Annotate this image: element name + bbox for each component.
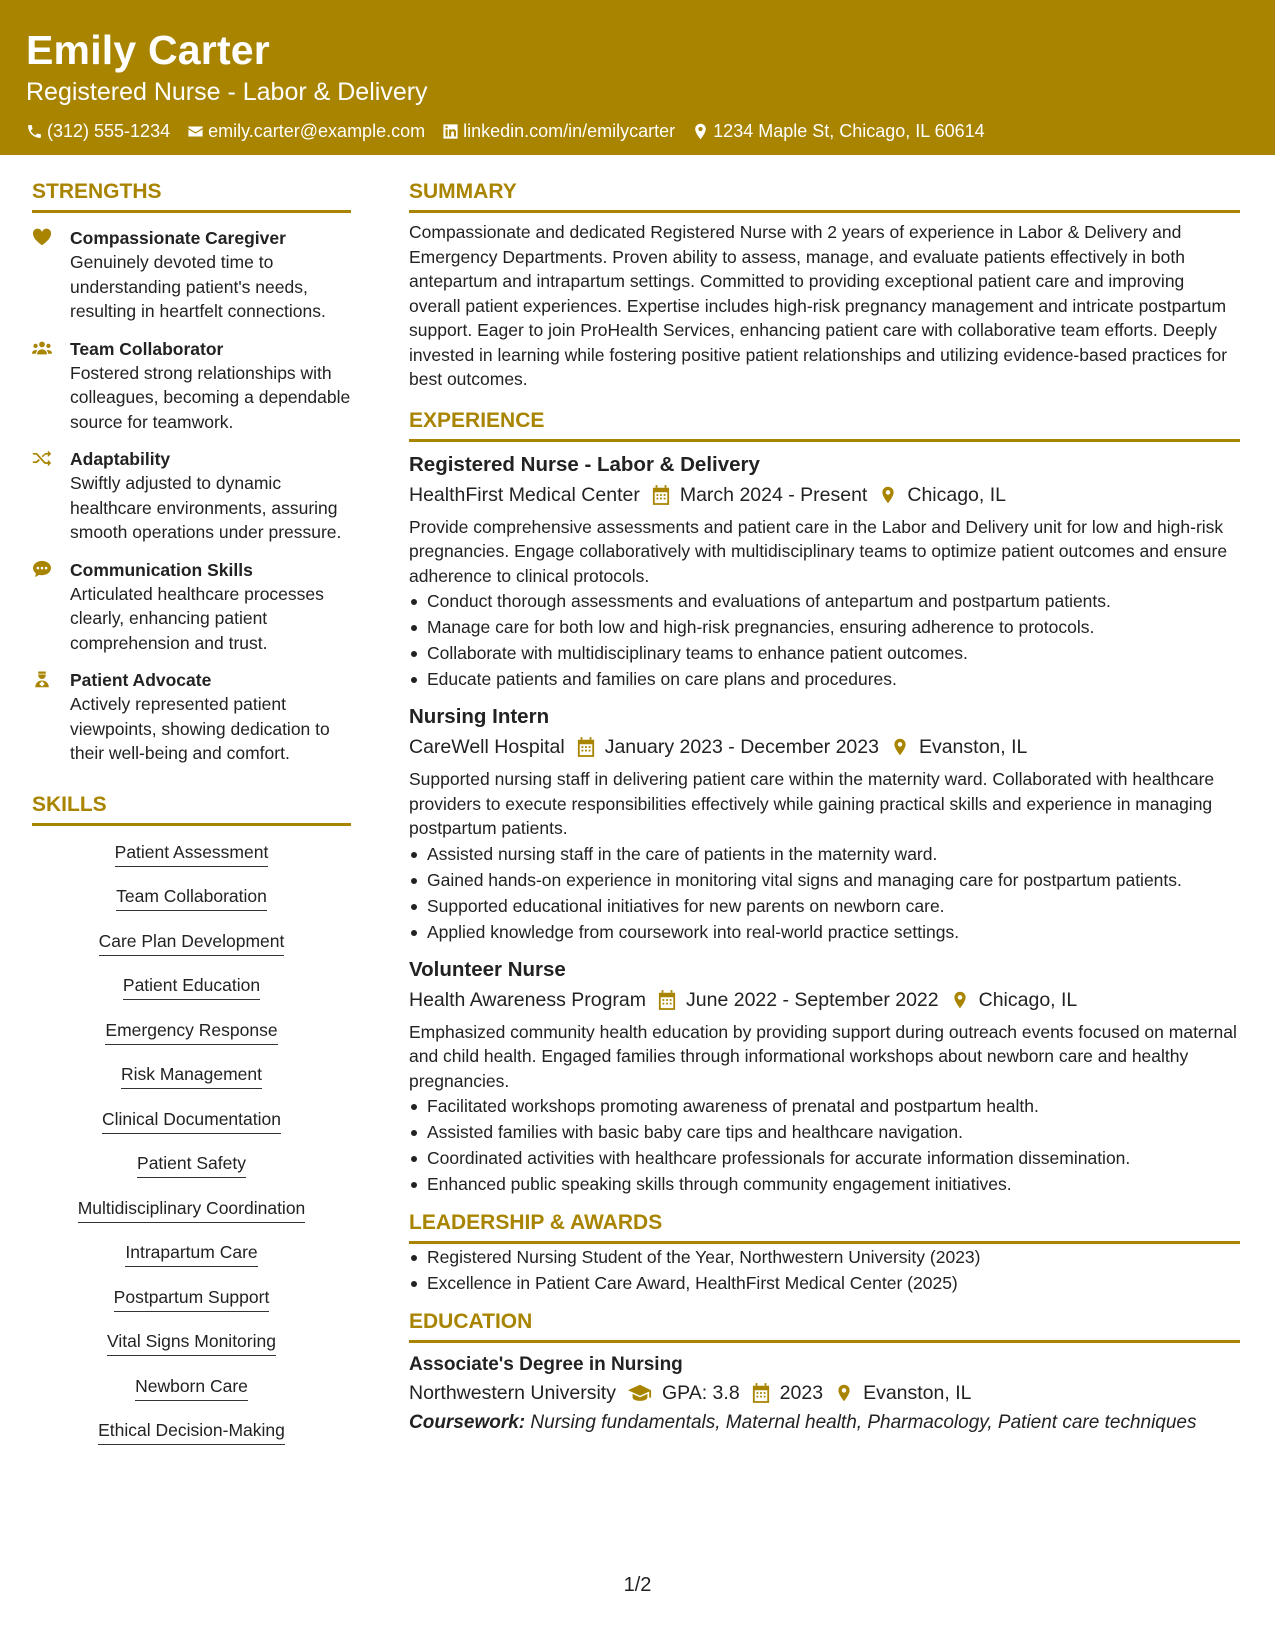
right-column — [409, 179, 1240, 1463]
map-pin-icon — [879, 485, 897, 505]
linkedin-text: linkedin.com/in/emilycarter — [463, 121, 676, 141]
job-meta — [409, 987, 1240, 1013]
strength-desc: Actively represented patient viewpoints, showing dedication to their well-being and comfort. — [70, 694, 330, 763]
education-location — [835, 1380, 971, 1406]
map-pin-icon — [891, 737, 909, 757]
job-bullet: Collaborate with multidisciplinary teams to enhance patient outcomes. — [409, 641, 1240, 665]
job-location-text: Evanston, IL — [918, 736, 1028, 758]
contact-phone[interactable] — [26, 120, 170, 142]
job-dates-text: January 2023 - December 2023 — [604, 736, 879, 758]
job-location — [891, 734, 1027, 760]
skills-list — [32, 840, 351, 1463]
education-meta — [409, 1380, 1240, 1406]
phone-text: (312) 555-1234 — [47, 121, 171, 141]
resume-body — [0, 155, 1275, 1463]
resume-header — [0, 0, 1275, 155]
skill-item: Patient Safety — [137, 1151, 246, 1178]
education-year — [752, 1380, 823, 1406]
strengths-title: STRENGTHS — [32, 179, 351, 213]
strength-title: Patient Advocate — [70, 670, 212, 690]
job-entry — [409, 703, 1240, 944]
job-location-text: Chicago, IL — [978, 988, 1078, 1011]
candidate-role: Registered Nurse - Labor & Delivery — [26, 78, 428, 106]
users-icon — [32, 339, 52, 357]
page-number: 1/2 — [623, 1574, 652, 1596]
phone-icon — [26, 123, 43, 140]
job-dates-text: March 2024 - Present — [679, 483, 868, 506]
map-pin-icon — [692, 123, 709, 140]
strength-item — [32, 338, 351, 435]
job-bullets — [409, 842, 1240, 944]
calendar-icon — [752, 1383, 770, 1403]
strength-item — [32, 448, 351, 545]
job-dates — [658, 987, 939, 1013]
job-bullet: Assisted nursing staff in the care of patients in the maternity ward. — [409, 842, 1240, 866]
award-item: Registered Nursing Student of the Year, Northwestern University (2023) — [409, 1245, 1240, 1269]
leadership-title: LEADERSHIP & AWARDS — [409, 1210, 1240, 1244]
skill-item: Newborn Care — [135, 1374, 248, 1401]
strength-title: Team Collaborator — [70, 338, 224, 359]
job-dates — [577, 734, 879, 760]
left-column — [32, 179, 351, 1463]
calendar-icon — [577, 737, 595, 757]
education-degree: Associate's Degree in Nursing — [409, 1354, 683, 1375]
skill-item: Care Plan Development — [99, 929, 285, 956]
strength-title: Compassionate Caregiver — [70, 228, 286, 248]
job-description: Emphasized community health education by providing support during outreach events focused on maternal and child health. Engaged families through informational workshops about newborn care and healthy pregnancies. — [409, 1021, 1237, 1091]
job-bullet: Enhanced public speaking skills through community engagement initiatives. — [409, 1172, 1240, 1196]
job-bullet: Coordinated activities with healthcare professionals for accurate information dissemination. — [409, 1146, 1240, 1170]
job-description: Supported nursing staff in delivering patient care within the maternity ward. Collaborated with healthcare providers to execute responsibilities effectively while gaining practical skills and experience in managing postpartum patients. — [409, 769, 1215, 838]
strength-desc: Articulated healthcare processes clearly, enhancing patient comprehension and trust. — [70, 583, 324, 653]
skill-item: Vital Signs Monitoring — [107, 1329, 276, 1356]
award-item: Excellence in Patient Care Award, HealthFirst Medical Center (2025) — [409, 1271, 1240, 1295]
job-bullet: Assisted families with basic baby care tips and healthcare navigation. — [409, 1120, 1240, 1144]
address-text: 1234 Maple St, Chicago, IL 60614 — [713, 121, 985, 141]
coursework-text: Nursing fundamentals, Maternal health, Pharmacology, Patient care techniques — [525, 1412, 1197, 1433]
summary-title: SUMMARY — [409, 179, 1240, 213]
job-location-text: Chicago, IL — [907, 483, 1007, 506]
job-bullet: Gained hands-on experience in monitoring vital signs and managing care for postpartum patients. — [409, 868, 1240, 892]
leadership-list — [409, 1245, 1240, 1295]
job-location — [879, 482, 1006, 508]
job-bullets — [409, 1094, 1240, 1196]
job-dates-text: June 2022 - September 2022 — [686, 988, 939, 1011]
skill-item: Ethical Decision-Making — [98, 1418, 285, 1445]
job-bullet: Applied knowledge from coursework into real-world practice settings. — [409, 920, 1240, 944]
strength-item — [32, 227, 351, 324]
skill-item: Risk Management — [121, 1062, 262, 1089]
contact-bar — [26, 120, 1249, 142]
strength-item — [32, 559, 351, 656]
map-pin-icon — [835, 1383, 853, 1403]
job-meta — [409, 734, 1240, 760]
education-school: Northwestern University — [409, 1382, 616, 1404]
job-bullets — [409, 589, 1240, 691]
job-dates — [652, 482, 868, 508]
job-title: Nursing Intern — [409, 705, 550, 728]
skills-title: SKILLS — [32, 792, 351, 826]
job-bullet: Conduct thorough assessments and evaluations of antepartum and postpartum patients. — [409, 589, 1240, 613]
job-entry — [409, 956, 1240, 1197]
education-location-text: Evanston, IL — [863, 1382, 972, 1404]
coursework-label: Coursework: — [409, 1412, 526, 1433]
linkedin-icon — [442, 123, 459, 140]
job-company: Health Awareness Program — [409, 988, 647, 1011]
education-gpa — [628, 1380, 740, 1406]
skill-item: Intrapartum Care — [125, 1240, 257, 1267]
skill-item: Multidisciplinary Coordination — [78, 1196, 306, 1223]
candidate-name: Emily Carter — [26, 27, 270, 73]
job-meta — [409, 482, 1240, 508]
job-entry — [409, 451, 1240, 692]
strength-item — [32, 669, 351, 766]
experience-title: EXPERIENCE — [409, 408, 1240, 442]
envelope-icon — [187, 123, 204, 140]
job-title: Registered Nurse - Labor & Delivery — [409, 452, 760, 476]
coursework — [409, 1411, 1240, 1435]
skill-item: Patient Assessment — [115, 840, 269, 867]
education-gpa-text: GPA: 3.8 — [661, 1382, 740, 1404]
job-location — [951, 987, 1078, 1013]
map-pin-icon — [951, 990, 969, 1010]
strength-desc: Genuinely devoted time to understanding patient's needs, resulting in heartfelt connections. — [70, 252, 326, 321]
skill-item: Postpartum Support — [114, 1285, 270, 1312]
job-bullet: Facilitated workshops promoting awareness of prenatal and postpartum health. — [409, 1094, 1240, 1118]
summary-text: Compassionate and dedicated Registered Nurse with 2 years of experience in Labor & Delivery and Emergency Departments. Proven ability to assess, manage, and evaluate patients effectively in both antepartum and intrapartum settings. Committed to providing exceptional patient care and improving overall patient experiences. Expertise includes high-risk pregnancy management and intricate postpartum support. Eager to join ProHealth Services, enhancing patient care with collaborative team efforts. Deeply invested in learning while fostering positive patient relationships and utilizing evidence-based practices for best outcomes. — [409, 222, 1228, 389]
graduation-cap-icon — [628, 1383, 652, 1403]
user-nurse-icon — [32, 670, 52, 688]
education-year-text: 2023 — [779, 1382, 824, 1404]
job-bullet: Educate patients and families on care plans and procedures. — [409, 667, 1240, 691]
education-title: EDUCATION — [409, 1309, 1240, 1343]
strength-title: Adaptability — [70, 449, 171, 469]
job-title: Volunteer Nurse — [409, 957, 566, 981]
heart-icon — [32, 228, 52, 246]
skill-item: Emergency Response — [105, 1018, 277, 1045]
contact-linkedin[interactable] — [442, 120, 675, 142]
job-description: Provide comprehensive assessments and patient care in the Labor and Delivery unit for low and high-risk pregnancies. Engage collaboratively with multidisciplinary teams to optimize patient outcomes and ensure adherence to clinical protocols. — [409, 516, 1228, 586]
job-bullet: Supported educational initiatives for new parents on newborn care. — [409, 894, 1240, 918]
job-company: HealthFirst Medical Center — [409, 483, 640, 506]
strength-title: Communication Skills — [70, 559, 253, 580]
contact-address — [692, 120, 985, 142]
strength-desc: Fostered strong relationships with colleagues, becoming a dependable source for teamwork. — [70, 362, 351, 432]
comment-icon — [32, 560, 52, 578]
job-company: CareWell Hospital — [409, 736, 565, 758]
skill-item: Clinical Documentation — [102, 1107, 281, 1134]
contact-email[interactable] — [187, 120, 425, 142]
calendar-icon — [652, 485, 670, 505]
email-text: emily.carter@example.com — [208, 121, 426, 141]
strength-desc: Swiftly adjusted to dynamic healthcare environments, assuring smooth operations under pressure. — [70, 473, 342, 542]
job-bullet: Manage care for both low and high-risk pregnancies, ensuring adherence to protocols. — [409, 615, 1240, 639]
shuffle-icon — [32, 449, 52, 467]
skill-item: Patient Education — [123, 973, 260, 1000]
calendar-icon — [658, 990, 676, 1010]
skill-item: Team Collaboration — [116, 884, 267, 911]
